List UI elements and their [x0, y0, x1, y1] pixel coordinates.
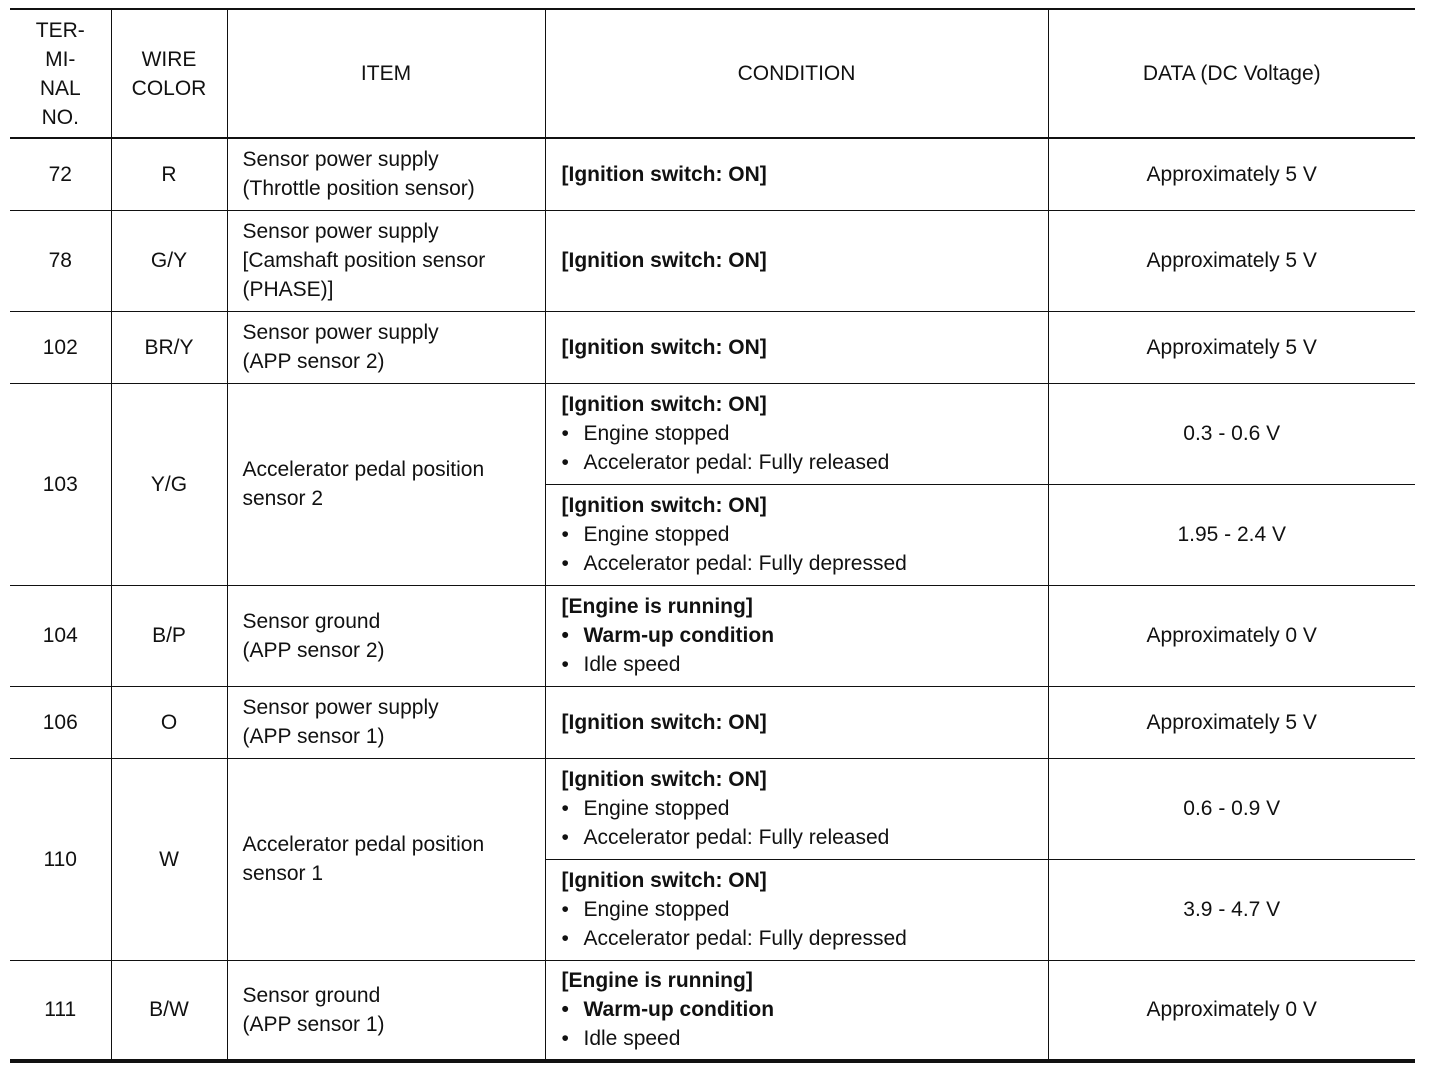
text-line: (Throttle position sensor) — [242, 177, 475, 201]
terminal-data-table — [10, 8, 1415, 1063]
header-wire-color — [111, 9, 227, 138]
text-line: sensor 2 — [242, 487, 324, 510]
text-line: sensor 1 — [242, 862, 324, 885]
table-row — [10, 960, 1415, 1061]
header-item: ITEM — [227, 9, 545, 138]
condition-bullet: • Idle speed — [562, 1024, 1048, 1053]
condition-bullet: • Engine stopped — [562, 794, 1048, 823]
data-cell: Approximately 5 V — [1048, 686, 1415, 758]
text-line: Accelerator pedal position — [242, 458, 485, 481]
condition-cell — [545, 960, 1048, 1061]
text-line: (APP sensor 1) — [242, 725, 385, 748]
text-line: (APP sensor 1) — [242, 1012, 385, 1036]
item-cell — [227, 585, 545, 686]
table-row — [10, 138, 1415, 210]
terminal-cell: 78 — [10, 210, 111, 311]
condition-cell — [545, 210, 1048, 311]
condition-bullet: • Engine stopped — [562, 895, 1048, 924]
terminal-cell: 103 — [10, 383, 111, 585]
wire-color-cell: G/Y — [111, 210, 227, 311]
condition-heading: [Ignition switch: ON] — [561, 335, 767, 359]
wire-color-cell: R — [111, 138, 227, 210]
text-line: COLOR — [131, 76, 207, 100]
condition-cell — [545, 859, 1048, 960]
condition-heading: [Ignition switch: ON] — [561, 162, 767, 186]
text-line: MI- — [45, 47, 76, 71]
data-cell: 0.3 - 0.6 V — [1048, 383, 1415, 484]
data-cell: 3.9 - 4.7 V — [1048, 859, 1415, 960]
table-row — [10, 383, 1415, 484]
header-data: DATA (DC Voltage) — [1048, 9, 1415, 138]
condition-bullet: • Engine stopped — [562, 520, 1048, 549]
data-cell: Approximately 0 V — [1048, 960, 1415, 1061]
text-line: Sensor power supply — [242, 148, 439, 172]
table-row — [10, 758, 1415, 859]
table-row — [10, 686, 1415, 758]
text-line: Accelerator pedal position — [242, 833, 485, 856]
header-terminal-no — [10, 9, 111, 138]
condition-bullet: • Accelerator pedal: Fully depressed — [562, 549, 1048, 578]
terminal-cell: 102 — [10, 311, 111, 383]
wire-color-cell: O — [111, 686, 227, 758]
text-line: [Camshaft position sensor — [242, 249, 486, 272]
text-line: TER- — [35, 18, 85, 42]
condition-bullet: • Engine stopped — [562, 419, 1048, 448]
terminal-cell: 104 — [10, 585, 111, 686]
text-line: (APP sensor 2) — [242, 638, 385, 662]
text-line: Sensor power supply — [242, 321, 439, 344]
table-row — [10, 585, 1415, 686]
text-line: Sensor ground — [242, 609, 381, 633]
wire-color-cell: BR/Y — [111, 311, 227, 383]
condition-bullet: • Warm-up condition — [562, 621, 1048, 650]
terminal-cell: 110 — [10, 758, 111, 960]
data-cell: Approximately 5 V — [1048, 311, 1415, 383]
condition-heading: [Engine is running] — [561, 595, 753, 618]
text-line: WIRE — [141, 47, 197, 71]
condition-heading: [Ignition switch: ON] — [561, 710, 767, 734]
condition-heading: [Engine is running] — [561, 969, 753, 993]
data-cell: Approximately 0 V — [1048, 585, 1415, 686]
terminal-cell: 72 — [10, 138, 111, 210]
data-cell: 1.95 - 2.4 V — [1048, 484, 1415, 585]
item-cell — [227, 210, 545, 311]
condition-bullet: • Accelerator pedal: Fully released — [562, 448, 1048, 477]
text-line: (APP sensor 2) — [242, 350, 385, 373]
condition-heading: [Ignition switch: ON] — [561, 393, 767, 416]
data-cell: 0.6 - 0.9 V — [1048, 758, 1415, 859]
text-line: (PHASE)] — [242, 278, 334, 301]
text-line: NO. — [41, 105, 79, 129]
item-cell — [227, 686, 545, 758]
condition-heading: [Ignition switch: ON] — [561, 768, 767, 791]
condition-bullet: • Accelerator pedal: Fully depressed — [562, 924, 1048, 953]
condition-cell — [545, 311, 1048, 383]
condition-cell — [545, 585, 1048, 686]
condition-heading: [Ignition switch: ON] — [561, 494, 767, 517]
condition-bullet: • Accelerator pedal: Fully released — [562, 823, 1048, 852]
condition-bullet: • Idle speed — [562, 650, 1048, 679]
condition-cell — [545, 484, 1048, 585]
data-cell: Approximately 5 V — [1048, 210, 1415, 311]
text-line: Sensor power supply — [242, 220, 439, 243]
wire-color-cell: B/W — [111, 960, 227, 1061]
terminal-cell: 111 — [10, 960, 111, 1061]
item-cell — [227, 758, 545, 960]
wire-color-cell: Y/G — [111, 383, 227, 585]
condition-heading: [Ignition switch: ON] — [561, 869, 767, 892]
item-cell — [227, 138, 545, 210]
header-condition: CONDITION — [545, 9, 1048, 138]
wire-color-cell: W — [111, 758, 227, 960]
condition-heading: [Ignition switch: ON] — [561, 249, 767, 272]
table-row — [10, 210, 1415, 311]
text-line: Sensor ground — [242, 983, 381, 1007]
header-row — [10, 9, 1415, 138]
terminal-cell: 106 — [10, 686, 111, 758]
item-cell — [227, 383, 545, 585]
condition-cell — [545, 686, 1048, 758]
data-cell: Approximately 5 V — [1048, 138, 1415, 210]
item-cell — [227, 311, 545, 383]
item-cell — [227, 960, 545, 1061]
text-line: Sensor power supply — [242, 696, 439, 719]
wire-color-cell: B/P — [111, 585, 227, 686]
condition-cell — [545, 383, 1048, 484]
condition-cell — [545, 138, 1048, 210]
condition-bullet: • Warm-up condition — [562, 995, 1048, 1024]
table-row — [10, 311, 1415, 383]
condition-cell — [545, 758, 1048, 859]
text-line: NAL — [39, 76, 81, 100]
